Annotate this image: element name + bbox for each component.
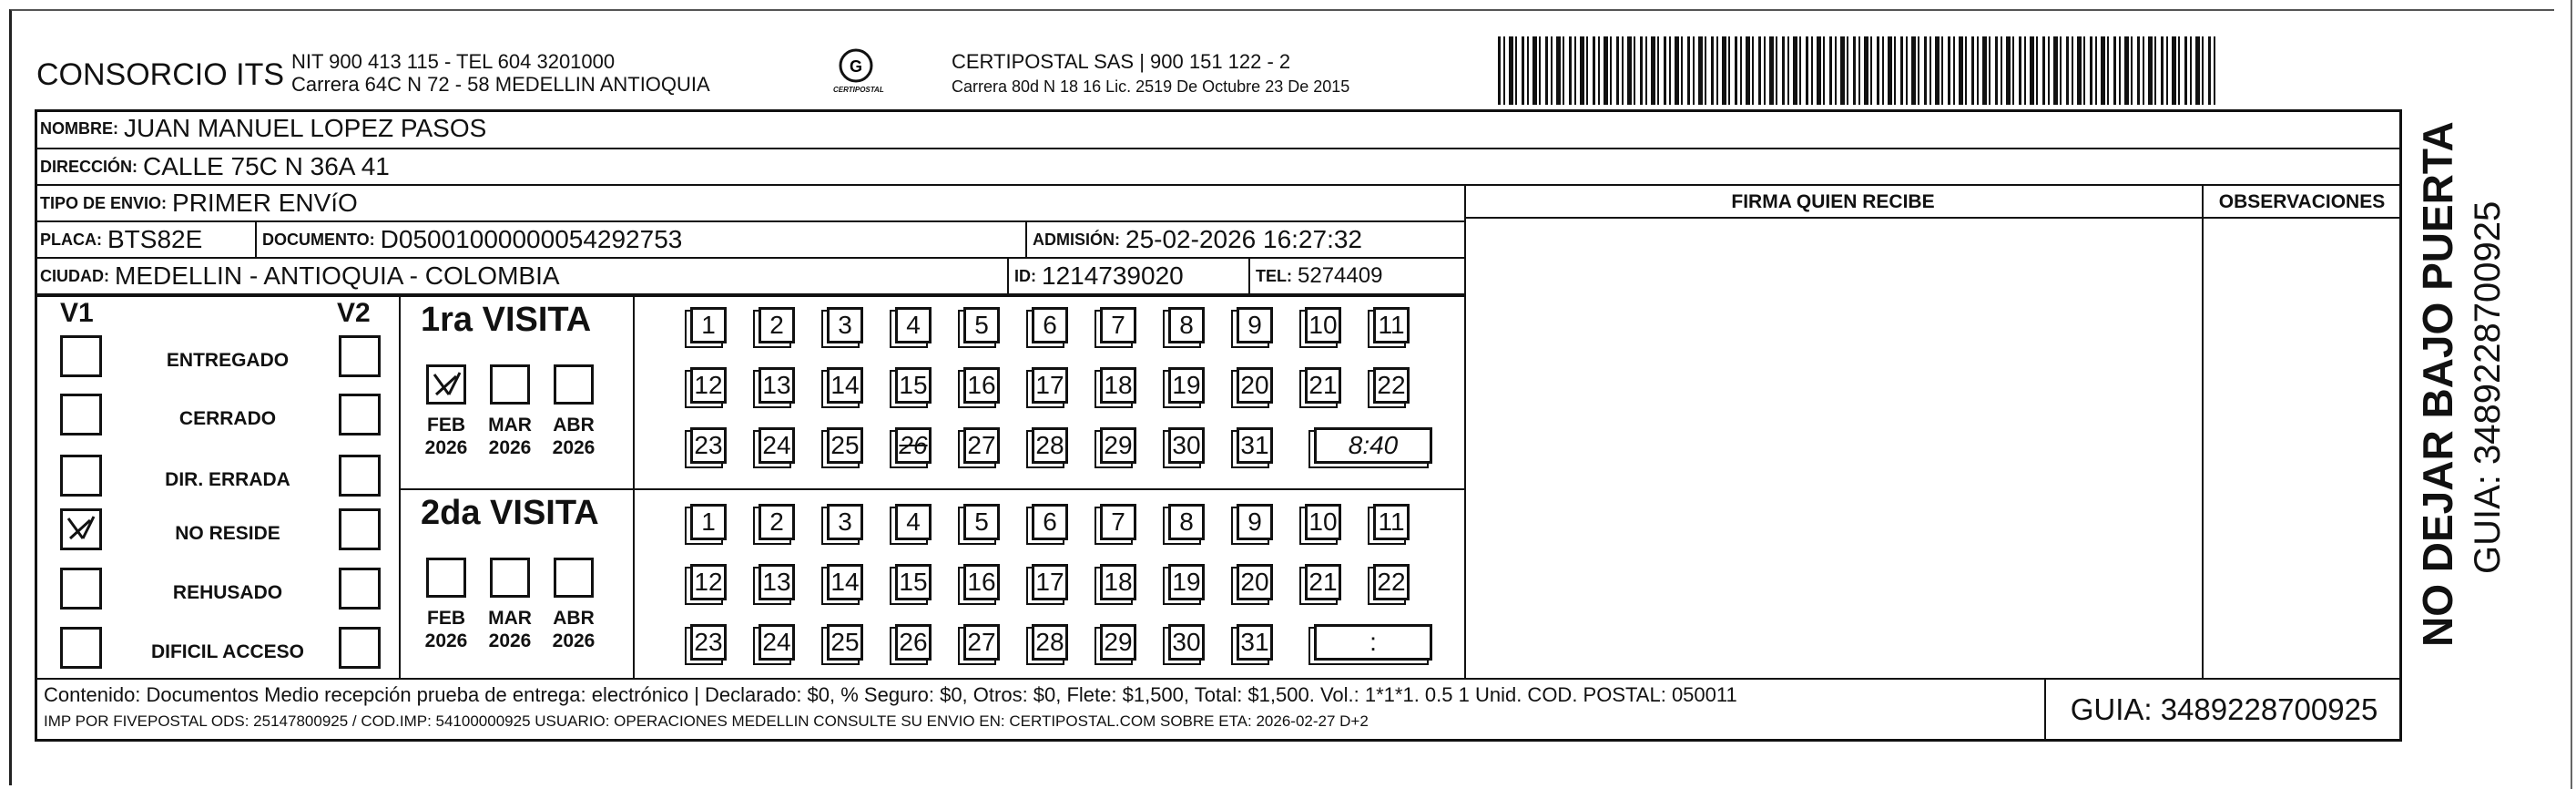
second-visit-day-8[interactable]: 8 [1168,504,1205,540]
v2-label: V2 [337,298,371,328]
v1-checkbox-3[interactable] [60,508,102,550]
direccion-row: DIRECCIÓN: CALLE 75C N 36A 41 [35,149,2402,186]
first-visit-day-7[interactable]: 7 [1100,307,1136,343]
v1-checkbox-5[interactable] [60,627,102,669]
nombre-row: NOMBRE: JUAN MANUEL LOPEZ PASOS [35,109,2402,149]
first-visit-day-24[interactable]: 24 [759,427,795,464]
v1-label: V1 [60,298,94,328]
tel-cell: TEL: 5274409 [1250,259,1464,295]
month-name: MAR [488,608,532,629]
status-label-4: REHUSADO [172,582,283,603]
status-label-0: ENTREGADO [166,350,290,371]
second-visit-month-label-2 [547,607,600,652]
second-visit-day-23[interactable]: 23 [690,624,727,661]
first-visit-day-20[interactable]: 20 [1237,367,1273,404]
second-visit-day-13[interactable]: 13 [759,564,795,600]
second-visit-day-25[interactable]: 25 [827,624,863,661]
second-visit-day-18[interactable]: 18 [1100,564,1136,600]
first-visit-day-17[interactable]: 17 [1032,367,1068,404]
second-visit-day-12[interactable]: 12 [690,564,727,600]
first-visit-day-29[interactable]: 29 [1100,427,1136,464]
second-visit-day-2[interactable]: 2 [759,504,795,540]
first-visit-day-13[interactable]: 13 [759,367,795,404]
second-visit-month-box-0[interactable] [426,558,466,598]
first-visit-day-12[interactable]: 12 [690,367,727,404]
first-visit-day-19[interactable]: 19 [1168,367,1205,404]
tipo-value: PRIMER ENVíO [172,189,358,217]
placa-cell: PLACA: BTS82E [35,222,257,259]
ciudad-value: MEDELLIN - ANTIOQUIA - COLOMBIA [115,261,560,290]
v2-checkbox-0[interactable] [339,335,381,377]
second-visit-title: 2da VISITA [421,494,599,532]
month-year: 2026 [424,630,468,651]
first-visit-day-9[interactable]: 9 [1237,307,1273,343]
visit-divider [399,488,1464,490]
first-visit-day-16[interactable]: 16 [963,367,1000,404]
carrier-sub: Carrera 80d N 18 16 Lic. 2519 De Octubre 23 De 2015 [952,77,1350,96]
logo-text: CERTIPOSTAL [833,86,884,94]
first-visit-day-22[interactable]: 22 [1373,367,1410,404]
month-name: ABR [553,415,595,435]
second-visit-day-10[interactable]: 10 [1305,504,1341,540]
second-visit-day-4[interactable]: 4 [895,504,932,540]
second-visit-day-26[interactable]: 26 [895,624,932,661]
first-visit-day-6[interactable]: 6 [1032,307,1068,343]
status-label-3: NO RESIDE [175,523,280,544]
status-divider [399,295,401,678]
second-visit-day-21[interactable]: 21 [1305,564,1341,600]
first-visit-day-15[interactable]: 15 [895,367,932,404]
v1-checkbox-0[interactable] [60,335,102,377]
first-visit-day-11[interactable]: 11 [1373,307,1410,343]
id-value: 1214739020 [1042,261,1184,290]
first-visit-day-31[interactable]: 31 [1237,427,1273,464]
second-visit-day-19[interactable]: 19 [1168,564,1205,600]
v1-checkbox-4[interactable] [60,568,102,610]
first-visit-day-28[interactable]: 28 [1032,427,1068,464]
month-name: ABR [553,608,595,629]
firma-column [1464,186,2202,678]
id-cell: ID: 1214739020 [1009,259,1250,295]
first-visit-day-18[interactable]: 18 [1100,367,1136,404]
nombre-value: JUAN MANUEL LOPEZ PASOS [124,114,487,142]
barcode [1498,36,2217,105]
second-visit-day-6[interactable]: 6 [1032,504,1068,540]
second-visit-month-label-0 [420,607,473,652]
second-visit-day-24[interactable]: 24 [759,624,795,661]
first-visit-day-21[interactable]: 21 [1305,367,1341,404]
documento-value: D05001000000054292753 [380,225,683,253]
first-visit-day-14[interactable]: 14 [827,367,863,404]
second-visit-day-5[interactable]: 5 [963,504,1000,540]
second-visit-day-11[interactable]: 11 [1373,504,1410,540]
second-visit-day-9[interactable]: 9 [1237,504,1273,540]
ciudad-cell: CIUDAD: MEDELLIN - ANTIOQUIA - COLOMBIA [35,259,1009,295]
admision-value: 25-02-2026 16:27:32 [1125,225,1362,253]
v2-checkbox-2[interactable] [339,455,381,497]
month-year: 2026 [488,630,532,651]
first-visit-day-30[interactable]: 30 [1168,427,1205,464]
second-visit-day-20[interactable]: 20 [1237,564,1273,600]
second-visit-day-15[interactable]: 15 [895,564,932,600]
side-notice: NO DEJAR BAJO PUERTA [2414,121,2461,647]
second-visit-time-box[interactable]: : [1314,624,1432,661]
first-visit-day-8[interactable]: 8 [1168,307,1205,343]
first-visit-day-3[interactable]: 3 [827,307,863,343]
first-visit-day-10[interactable]: 10 [1305,307,1341,343]
month-name: FEB [427,415,465,435]
direccion-value: CALLE 75C N 36A 41 [143,152,390,180]
second-visit-day-22[interactable]: 22 [1373,564,1410,600]
first-visit-month-label-2 [547,414,600,459]
first-visit-day-4[interactable]: 4 [895,307,932,343]
month-year: 2026 [488,437,532,458]
month-year: 2026 [552,630,596,651]
month-name: FEB [427,608,465,629]
status-label-2: DIR. ERRADA [165,469,290,490]
second-visit-day-28[interactable]: 28 [1032,624,1068,661]
footer-guia-box [2044,678,2402,742]
first-visit-title: 1ra VISITA [421,301,592,339]
footer-guia: GUIA: 3489228700925 [2070,692,2378,726]
v2-checkbox-3[interactable] [339,508,381,550]
month-name: MAR [488,415,532,435]
v2-checkbox-1[interactable] [339,394,381,435]
first-visit-time-box[interactable]: 8:40 [1314,427,1432,464]
status-label-1: CERRADO [178,408,277,429]
first-visit-month-label-1 [484,414,536,459]
v2-checkbox-4[interactable] [339,568,381,610]
tel-value: 5274409 [1298,263,1383,288]
second-visit-day-17[interactable]: 17 [1032,564,1068,600]
tipo-row: TIPO DE ENVIO: PRIMER ENVíO [35,186,1464,222]
first-visit-month-label-0 [420,414,473,459]
second-visit-month-box-2[interactable] [554,558,594,598]
second-visit-day-7[interactable]: 7 [1100,504,1136,540]
first-visit-day-5[interactable]: 5 [963,307,1000,343]
imp-text: IMP POR FIVEPOSTAL ODS: 25147800925 / COD.IMP: 54100000925 USUARIO: OPERACIONES MEDELLIN CONSULTE SU ENVIO EN: CERTIPOSTAL.COM SOBRE ETA: 2026-02-27 D+2 [44,712,1369,730]
first-visit-day-1[interactable]: 1 [690,307,727,343]
second-visit-month-box-1[interactable] [490,558,530,598]
documento-cell: DOCUMENTO: D05001000000054292753 [257,222,1027,259]
first-visit-day-2[interactable]: 2 [759,307,795,343]
v1-checkbox-2[interactable] [60,455,102,497]
selected-day: 26 [899,431,928,459]
first-visit-day-23[interactable]: 23 [690,427,727,464]
admision-cell: ADMISIÓN: 25-02-2026 16:27:32 [1027,222,1464,259]
v1-checkbox-1[interactable] [60,394,102,435]
second-visit-day-1[interactable]: 1 [690,504,727,540]
second-visit-day-27[interactable]: 27 [963,624,1000,661]
company-name: CONSORCIO ITS [36,57,285,92]
nit-line: NIT 900 413 115 - TEL 604 3201000 [291,50,616,73]
placa-value: BTS82E [107,225,203,253]
month-year: 2026 [552,437,596,458]
first-visit-month-box-2[interactable] [554,364,594,405]
first-visit-day-26[interactable] [895,427,932,464]
second-visit-day-3[interactable]: 3 [827,504,863,540]
obs-column [2202,186,2402,678]
v2-checkbox-5[interactable] [339,627,381,669]
first-visit-day-25[interactable]: 25 [827,427,863,464]
side-guia: GUIA: 3489228700925 [2468,200,2508,574]
first-visit-day-27[interactable]: 27 [963,427,1000,464]
first-visit-month-box-0[interactable] [426,364,466,405]
second-visit-day-31[interactable]: 31 [1237,624,1273,661]
months-divider [633,295,635,678]
second-visit-day-16[interactable]: 16 [963,564,1000,600]
carrier-line: CERTIPOSTAL SAS | 900 151 122 - 2 [952,50,1291,73]
first-visit-month-box-1[interactable] [490,364,530,405]
obs-header: OBSERVACIONES [2202,186,2402,219]
month-year: 2026 [424,437,468,458]
firma-header: FIRMA QUIEN RECIBE [1464,186,2202,219]
address-line: Carrera 64C N 72 - 58 MEDELLIN ANTIOQUIA [291,73,710,96]
second-visit-day-29[interactable]: 29 [1100,624,1136,661]
svg-text:G: G [849,57,863,76]
second-visit-month-label-1 [484,607,536,652]
status-label-5: DIFICIL ACCESO [150,641,304,662]
second-visit-day-14[interactable]: 14 [827,564,863,600]
contenido-text: Contenido: Documentos Medio recepción prueba de entrega: electrónico | Declarado: $0, % Seguro: $0, Otros: $0, Flete: $1,500, Total: $1,500. Vol.: 1*1*1. 0.5 1 Unid. COD. POSTAL: 050011 [44,683,1737,706]
second-visit-day-30[interactable]: 30 [1168,624,1205,661]
